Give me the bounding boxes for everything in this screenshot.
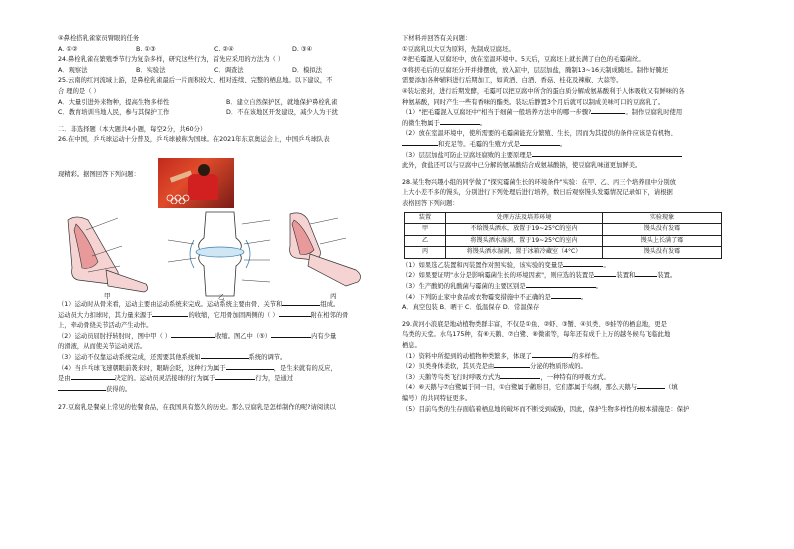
option-d: D．不在该地区开发建设，减少人为干扰	[226, 109, 338, 117]
question-28-2	[402, 271, 740, 282]
right-column	[402, 34, 740, 415]
question-28-end: 表格回答下列问题：	[402, 199, 459, 207]
question-26-2-end: 的滑液，从而使关节运动灵活。	[58, 343, 147, 351]
answer-blank[interactable]	[279, 316, 311, 317]
answer-blank[interactable]	[171, 337, 215, 338]
question-26-3	[58, 353, 393, 364]
table-cell: 乙	[405, 235, 446, 247]
q26-4-text: 决定的。运动员灵活接球的行为属于	[114, 375, 216, 383]
answer-blank[interactable]	[500, 378, 540, 379]
figure-jia-arm	[68, 217, 148, 292]
table-cell: 甲	[405, 224, 446, 236]
question-25-cont: 合 理的是（ ）	[58, 87, 100, 95]
q26-1-text: （1）运动时从骨来看，运动主要由运动系统来完成。运动系统主要由骨、关节和	[58, 300, 283, 308]
answer-blank[interactable]	[526, 287, 596, 288]
table-cell: 将馒头洒水湿润，置于19~25°C的室内	[446, 235, 603, 247]
question-24-options	[58, 66, 393, 77]
q26-4-text: 是由	[58, 375, 71, 383]
q29-1-text: 的多样性。	[571, 352, 604, 360]
experiment-table	[404, 212, 722, 259]
q28-2-text: （2）如果要证明"水分是影响霉菌生长的环境因素"，则应选的装置是	[402, 272, 595, 280]
left-column	[58, 34, 393, 414]
q27-3-text: （3）层层加盐可防止豆腐坯腐败的主要原理是	[402, 151, 532, 159]
question-26-4-cont	[58, 374, 393, 385]
question-29: 29.黄河小浪底是地动植物类群丰富，不仅是①鱼、②虾、③蟹、④贝类、⑤蛙等的栖息地，更是	[402, 320, 667, 328]
q27-1-text: 的微生物属于	[402, 119, 440, 127]
q26-4-text: 获得的。	[106, 385, 132, 393]
question-27-3	[402, 151, 740, 162]
passage-step-1: ①豆腐乳以大豆为原料，先制成豆腐坯。	[402, 45, 515, 53]
question-29-cont: 鸟类的天堂。水鸟175种，有⑥天鹅、⑦白鹭、⑧微雀等，每年还有成千上万的越冬候鸟飞临此地	[402, 331, 671, 339]
q29-3-text: （3）天鹅等鸟类飞行时呼吸方式为	[402, 373, 501, 381]
q29-3-text: ，一种特有的呼吸方式。	[540, 373, 610, 381]
question-25: 25.云南的红河流域上游，是鼻栓乳雀最后一片面积较大、相对连续、完整的栖息地。以下建议，不	[58, 77, 333, 85]
answer-blank[interactable]	[532, 357, 572, 358]
question-26-1-end: 上，牵动骨绕关节活动产生动作。	[58, 322, 153, 330]
table-header: 装置	[405, 212, 446, 224]
option-b: B．实验法	[136, 66, 166, 74]
q27-1-text: 。制作豆腐乳时使用	[625, 109, 683, 117]
option-a: A．大量引进外来物种，提高生物多样性	[58, 98, 170, 106]
q28-1-text: （1）如果选乙装置和丙装置作对照实验，该实验的变量是	[402, 261, 564, 269]
question-29-5: （5）目前鸟类的生存面临着栖息地的破坏而不断受到威胁，因此，保护生物多样性的根本措施是：保护	[402, 405, 690, 413]
figure-yi-joint	[168, 212, 270, 296]
passage-intro: 下材料并回答有关问题：	[402, 35, 472, 42]
table-row	[405, 247, 722, 259]
q26-3-text: 系统的调节。	[248, 353, 287, 361]
question-27: 27.豆腐乳是餐桌上常见的佐餐食品，在我国具有悠久的历史。那么豆腐乳是怎样制作的呢?请阅读以	[58, 404, 336, 412]
question-26-2	[58, 332, 393, 343]
question-25-options-ab	[58, 98, 393, 109]
answer-blank[interactable]	[152, 316, 188, 317]
anatomy-figures	[58, 210, 393, 300]
question-28-3	[402, 282, 740, 293]
passage-step-2: ②把毛霉混入豆腐坯中，放在室温环境中。5天后，豆腐坯上就长满了白色的毛霉菌丝。	[402, 56, 645, 64]
answer-blank[interactable]	[58, 390, 106, 391]
option-b: B. ①③	[136, 45, 156, 53]
question-28-cont: 上大小差不多的馒头，分别进行下列处理后进行培养，数日后观察馒头发霉情况记录如下，请根据	[402, 189, 673, 197]
passage-step-3-cont: 需要添加各种辅料进行后期加工，如黄酒、白酒、香菇、桂花及辣椒、大蒜等。	[402, 77, 623, 85]
q28-4-text: 。	[580, 293, 588, 301]
arm-joint-diagram	[58, 210, 393, 300]
question-26-4	[58, 364, 393, 375]
table-row	[405, 224, 722, 236]
q29-4-text: （填	[665, 384, 678, 392]
question-29-2	[402, 362, 740, 373]
question-27-1-cont	[402, 119, 740, 130]
answer-blank[interactable]	[637, 388, 665, 389]
question-26: 26.在中国，乒乓球运动十分普及，乒乓球被称为国球。在2021年东京奥运会上，中国乒乓球队表	[58, 136, 330, 144]
table-tennis-photo	[158, 158, 234, 208]
q29-1-text: （1）资料中所提到的动植物种类繁多，体现了	[402, 352, 532, 360]
q29-2-text: （2）贝类身体柔软，其贝壳是由	[402, 363, 495, 371]
table-header: 处理方法及培养环境	[446, 212, 603, 224]
q27-2-text: 。	[559, 140, 567, 148]
answer-blank[interactable]	[563, 266, 603, 267]
table-cell: 丙	[405, 247, 446, 259]
answer-blank[interactable]	[551, 298, 581, 299]
answer-blank[interactable]	[591, 113, 625, 114]
q27-2-text: 和充足等。毛霉的生殖方式是	[438, 140, 520, 148]
q26-1-text: 附在相邻的骨	[310, 311, 349, 319]
answer-blank[interactable]	[402, 145, 438, 146]
option-b: B．建立自然保护区，就地保护鼻栓乳雀	[226, 98, 338, 106]
question-29-4	[402, 383, 740, 394]
q26-3-text: （3）运动不仅靠运动系统完成，还需要其他系统如	[58, 353, 201, 361]
q26-4-text: （4）当乒乓球飞速朝眼前袭来时，眼睛会眨，这种行为属于	[58, 364, 226, 372]
q26-2-text: 内有少量	[311, 332, 337, 340]
q28-2-text: 装置。	[657, 272, 677, 280]
question-27-2-cont	[402, 140, 740, 151]
question-28-4-options: A．真空包装 B．晒干 C．低温保存 D．常温保存	[402, 304, 540, 312]
question-26-cont: 现精彩。据图回答下列问题：	[58, 170, 140, 178]
table-cell: 馒头没有发霉	[603, 224, 722, 236]
olympic-rings-icon	[166, 194, 190, 204]
answer-blank[interactable]	[71, 379, 115, 380]
q27-1-text: （1）"把毛霉混入豆腐坯中"相当于细菌一般培养方法中的哪一步骤?	[402, 109, 592, 117]
question-27-3-cont: 此外，食盐还可以与豆腐中已分解的氨基酸结合成氨基酸钠，使豆腐乳味道更加鲜美。	[402, 162, 642, 170]
answer-blank[interactable]	[440, 124, 480, 125]
option-a: A. ①②	[58, 45, 78, 53]
option-c: C. ②④	[214, 45, 234, 53]
answer-blank[interactable]	[201, 358, 249, 359]
q26-1-text: 组成。	[320, 300, 340, 308]
option-a: A．观察法	[58, 66, 88, 74]
table-header-row	[405, 212, 722, 224]
question-28-1	[402, 261, 740, 272]
option-d: D．模拟法	[292, 66, 323, 74]
q26-1-text: 的收缩，它用骨加固两侧的（ ）	[188, 311, 279, 319]
q28-1-text: 。	[603, 261, 610, 269]
question-24: 24.鼻栓乳雀在繁殖季节行为复杂多样，研究这些行为，首先应采用的方法为（ ）	[58, 56, 285, 64]
question-29-1	[402, 352, 740, 363]
figure-label-yi: 乙	[218, 292, 225, 300]
figure-label-jia: 甲	[104, 291, 111, 300]
answer-blank[interactable]	[271, 337, 311, 338]
q27-1-text: 。	[479, 119, 487, 127]
q26-4-text: ，是生来就有的反应，	[273, 364, 337, 372]
q28-3-text: （3）生产酸奶的乳酸菌与霉菌的主要区别是	[402, 283, 526, 291]
passage-step-4: ④装坛密封，进行后期发酵，毛霉可以把豆腐中所含的蛋白质分解成氨基酸利于人体吸收又有鲜味的各	[402, 87, 685, 95]
answer-blank[interactable]	[282, 305, 320, 306]
question-25-options-cd	[58, 108, 393, 119]
table-header: 实验现象	[603, 212, 722, 224]
q26-2-text: （2）运动员屈肘抒转肘时，图中甲（ ）	[58, 332, 172, 340]
answer-blank[interactable]	[594, 276, 616, 277]
figure-bing-arm	[290, 213, 361, 286]
option-c: C．教育培训当地人民，参与其保护工作	[58, 109, 170, 117]
table-cell: 馒头没有发霉	[603, 247, 722, 259]
answer-blank[interactable]	[635, 276, 657, 277]
question-29-end: 栖息。	[402, 342, 421, 350]
answer-blank[interactable]	[226, 369, 274, 370]
q29-4-text: （4）⑥天鹅与⑦白鹭属于同一目，①白鹭属于鹳形目，它们都属于鸟纲，那么天鹅与	[402, 384, 638, 392]
question-29-3	[402, 373, 740, 384]
answer-blank[interactable]	[532, 156, 682, 157]
question-26-4-end	[58, 385, 393, 396]
figure-label-bing: 丙	[330, 291, 337, 300]
q26-1-text: 运动员大力扣球时，其力量来源于	[58, 311, 153, 319]
passage-step-3: ③将搓毛后的豆腐坯分开并排摆放，放入缸中，层层加盐，腌制13~16天制成腌坯。制作好腌坯	[402, 66, 669, 74]
prev-question-options	[58, 45, 393, 56]
question-27-2: （2）放在室温环境中，使所需要的毛霉菌能充分繁殖、生长，因而为其提供的条件应该是有机物、	[402, 130, 677, 138]
photo-player	[188, 174, 218, 200]
option-c: C．调查法	[214, 66, 244, 74]
q28-2-text: 装置和	[616, 272, 636, 280]
table-cell: 将馒头洒水湿润，置于冰箱冷藏室（4°C）	[446, 247, 603, 259]
question-29-4-cont: 编号）的共同特征更多。	[402, 395, 472, 402]
q26-2-text: 收缩。图乙中（⑤）	[215, 332, 272, 340]
option-item-text: ④鼻栓搭乳雀家员臂眼的任务	[58, 35, 140, 42]
answer-blank[interactable]	[494, 367, 530, 368]
q26-4-text: 行为，是通过	[255, 375, 294, 383]
question-28-4	[402, 293, 740, 304]
answer-blank[interactable]	[215, 379, 255, 380]
photo-head	[198, 164, 210, 176]
question-27-1	[402, 108, 740, 119]
q28-4-text: （4）下列防止家中食品或衣物霉变措施中不正确的是	[402, 293, 551, 301]
question-26-header	[58, 146, 393, 206]
question-26-1-cont	[58, 311, 393, 322]
table-cell: 不给馒头洒水，放置于19~25°C的室内	[446, 224, 603, 236]
passage-step-4-cont: 种氨基酸，同时产生一些有香味的酯类。装坛后静置3个月后就可以制成美味可口的豆腐乳了。	[402, 98, 665, 106]
q29-2-text: 分泌的物质形成的。	[530, 363, 587, 371]
table-cell: 馒头上长满了霉	[603, 235, 722, 247]
table-row	[405, 235, 722, 247]
option-d: D. ③④	[292, 45, 313, 53]
question-28: 28.某生物兴趣小组的同学做了"探究霉菌生长的环境条件"实验：在甲、乙、丙三个培养皿中分别放	[402, 178, 676, 186]
question-26-1	[58, 300, 393, 311]
q28-3-text: 。	[595, 283, 602, 291]
answer-blank[interactable]	[520, 145, 560, 146]
section-heading: 二．非选择题（本大题共4小题，每空2分，共60分）	[58, 125, 207, 133]
